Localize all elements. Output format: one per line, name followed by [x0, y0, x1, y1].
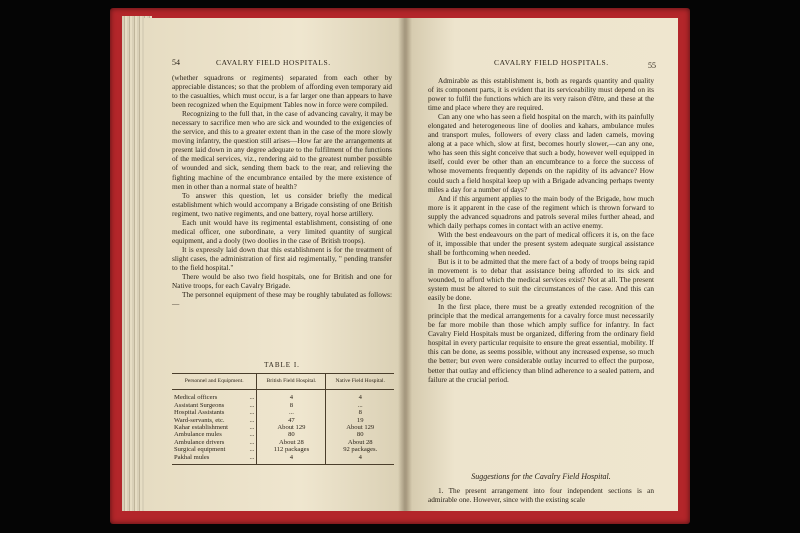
paragraph: Each unit would have its regimental establishment, consisting of one medical officer, one subordinate, a very limited quantity of surgical equipment, and a dooly (two doolies in the case of British troops). [172, 217, 392, 245]
paragraph: With the best endeavours on the part of medical officers it is, on the face of it, impossible that under the present system adequate surgical assistance shall be forthcoming when needed. [428, 229, 654, 257]
paragraph: But is it to be admitted that the mere fact of a body of troops being rapid in movement is to debar that assistance being afforded to its sick and wounded, to afford which the medical services exist? Not at all. The present system must be altered to suit the circumstances of the case. And this can easily be done. [428, 256, 654, 303]
table-cell-dots: ... [249, 438, 255, 446]
table-cell-british: 4 [257, 390, 326, 402]
table-row [172, 446, 394, 453]
table-cell-native: 8 [326, 409, 394, 416]
page-number-left: 54 [172, 58, 180, 67]
table-cell-item: Surgical equipment [174, 446, 226, 454]
table-cell-dots: ... [249, 394, 255, 402]
page-number-right: 55 [648, 61, 656, 70]
table-cell-british: About 129 [257, 424, 326, 431]
right-final-text [428, 486, 654, 504]
paragraph: And if this argument applies to the main body of the Brigade, how much more is it apparent in the case of the regiment which is thrown forward to supply the advanced squadrons and patrols several miles further ahead, and which daily perhaps comes in contact with an active enemy. [428, 193, 654, 230]
table-cell-british: 80 [257, 431, 326, 438]
paragraph: To answer this question, let us consider briefly the medical establishment which would accompany a Brigade consisting of one British regiment, two native regiments, and one battery, royal horse artillery. [172, 190, 392, 218]
table-cell-native: ... [326, 402, 394, 409]
table-cell-native: 4 [326, 454, 394, 465]
running-head-right: CAVALRY FIELD HOSPITALS. [494, 58, 609, 67]
table-row [172, 417, 394, 424]
table-cell-dots: ... [249, 446, 255, 454]
table-cell-native: About 28 [326, 439, 394, 446]
table-cell-british: 47 [257, 417, 326, 424]
paragraph: Recognizing to the full that, in the case of advancing cavalry, it may be necessary to sacrifice men who are sick and wounded to the exigencies of the service, and this to a greater extent than in the case of the more slowly moving infantry, the question still arises—How far are the arrangements at present laid down in any degree adequate to the fulfilment of the functions of the medical services, viz., rendering aid to the greatest number possible of wounded and sick, sending them back to the rear, and relieving the fighting machine of the encumbrance entailed by the mere existence of men in other than a normal state of health? [172, 109, 392, 191]
table-row [172, 439, 394, 446]
left-page [144, 18, 406, 511]
paragraph: 1. The present arrangement into four independent sections is an admirable one. However, since with the existing scale [428, 486, 654, 505]
table-cell-dots: ... [249, 409, 255, 417]
table-row [172, 402, 394, 409]
paragraph: There would be also two field hospitals, one for British and one for Native troops, for each Cavalry Brigade. [172, 272, 392, 291]
table-cell-item: Assistant Surgeons [174, 401, 225, 409]
section-subheading: Suggestions for the Cavalry Field Hospital. [471, 472, 611, 481]
table-cell-native: 92 packages. [326, 446, 394, 453]
right-body-text [428, 76, 654, 384]
table-cell-british: 4 [257, 454, 326, 465]
running-head-left: CAVALRY FIELD HOSPITALS. [216, 58, 331, 67]
left-body-text [172, 73, 392, 308]
table-cell-item: Medical officers [174, 394, 218, 402]
table-header: Native Field Hospital. [326, 374, 394, 390]
table-row [172, 431, 394, 438]
table-cell-item: Ambulance drivers [174, 438, 225, 446]
table-cell-dots: ... [249, 416, 255, 424]
table-cell-dots: ... [249, 431, 255, 439]
table-cell-item: Ward-servants, etc. [174, 416, 225, 424]
table-cell-item: Ambulance mules [174, 431, 222, 439]
paragraph: Can any one who has seen a field hospital on the march, with its painfully elongated and heterogeneous line of doolies and kahars, ambulance mules and transport mules, followers of every class and laden camels, moving along at a pace which, slow at first, becomes hourly slower,—can any one, who has seen this sight conceive that such a body, however well equipped in itself, could ever be other than an encumbrance to a force the success of whose movements frequently depends on the rapidity of its advance? How could such a field hospital keep up with a Brigade advancing perhaps twenty miles a day for a number of days? [428, 112, 654, 194]
table-cell-item: Hospital Assistants [174, 409, 225, 417]
table-row [172, 424, 394, 431]
table-cell-british: About 28 [257, 439, 326, 446]
paragraph: In the first place, there must be a greatly extended recognition of the principle that the medical arrangements for a cavalry force must necessarily be far more mobile than those which amply suffice for infantry. In fact Cavalry Field Hospitals must be organized, differing from the ordinary field hospital in every particular requisite to ensure the great essential, mobility. If this can be done, as seems possible, without any increased expense, so much the better; but even were considerable outlay incurred to effect the purpose, better that outlay and efficiency than blind adherence to a sealed pattern, and failure at the crucial period. [428, 302, 654, 384]
paragraph: It is expressly laid down that this establishment is for the treatment of slight cases, the administration of first aid regimentally, " pending transfer to the field hospital." [172, 244, 392, 272]
table-cell-native: 19 [326, 417, 394, 424]
table-cell-british: 8 [257, 402, 326, 409]
table-cell-native: 80 [326, 431, 394, 438]
table-row [172, 409, 394, 416]
table-header: British Field Hospital. [257, 374, 326, 390]
personnel-table [172, 373, 394, 465]
table-header: Personnel and Equipment. [172, 374, 257, 390]
paragraph: The personnel equipment of these may be roughly tabulated as follows:— [172, 290, 392, 309]
table-cell-item: Pakhal mules [172, 454, 245, 465]
paragraph: Admirable as this establishment is, both as regards quantity and quality of its component parts, it is evident that its serviceability must depend on its power to fulfil the functions which are its very raison d'être, and these at the time and place where they are required. [428, 76, 654, 113]
paragraph: (whether squadrons or regiments) separated from each other by appreciable distances; so that the problem of affording even temporary aid to the casualties, which must occur, is a far larger one than appears to have been recognized when the Equipment Tables now in force were compiled. [172, 73, 392, 110]
right-page [406, 18, 678, 511]
table-cell-dots: ... [249, 401, 255, 409]
table-cell-british: ... [257, 409, 326, 416]
table-cell-dots: ... [249, 424, 255, 432]
book-gutter [398, 18, 412, 511]
table-cell-british: 112 packages [257, 446, 326, 453]
table-row [172, 390, 394, 402]
table-title: TABLE I. [264, 361, 300, 369]
table-row [172, 454, 394, 465]
table-cell-item: Kahar establishment [174, 424, 229, 432]
table-cell-native: About 129 [326, 424, 394, 431]
table-cell-native: 4 [326, 390, 394, 402]
table-cell-dots: ... [245, 454, 257, 465]
